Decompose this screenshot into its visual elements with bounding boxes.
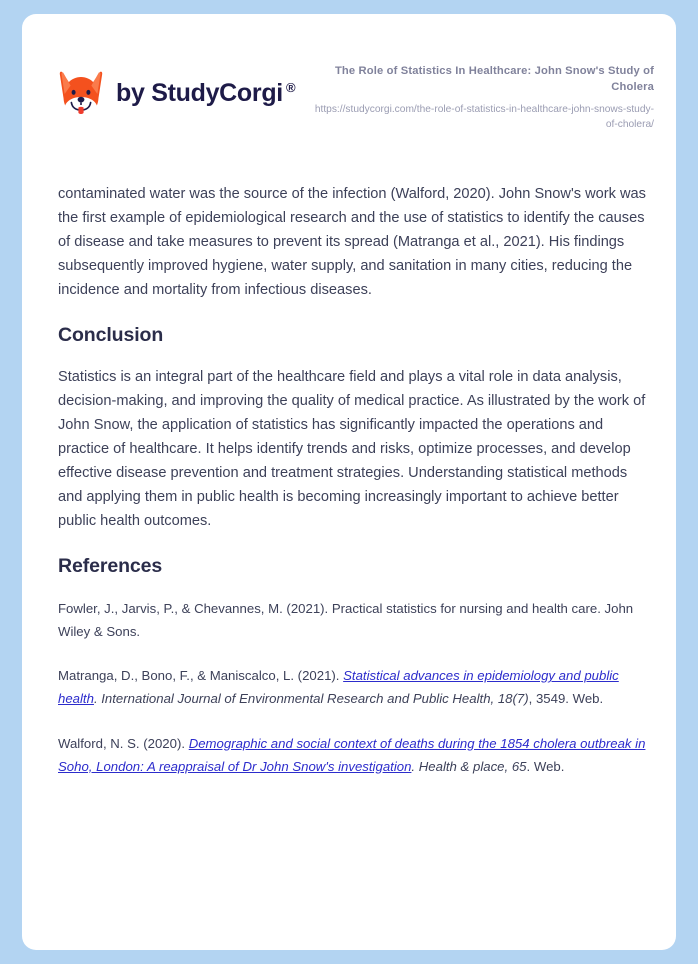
brand-wordmark [116, 79, 295, 108]
reference-suffix: , 3549. Web. [528, 691, 604, 707]
reference-suffix: . Web. [526, 758, 565, 774]
conclusion-paragraph: Statistics is an integral part of the healthcare field and plays a vital role in data analysis, decision-making, and improving the quality of medical practice. As illustrated by the work of John Snow, the application of statistics has significantly impacted the operations and practice of healthcare. It helps identify trends and risks, optimize processes, and develop effective disease prevention and treatment strategies. Understanding statistical methods and applying them in public health is becoming increasingly important to achieve better public health outcomes. [58, 369, 646, 529]
document-url[interactable]: https://studycorgi.com/the-role-of-statistics-in-healthcare-john-snows-study-of-cholera/ [314, 103, 654, 130]
intro-paragraph: contaminated water was the source of the infection (Walford, 2020). John Snow's work was the first example of epidemiological research and the use of statistics to identify the causes of disease and take measures to prevent its spread (Matranga et al., 2021). His findings subsequently improved hygiene, water supply, and sanitation in many cities, reducing the incidence and mortality from infectious diseases. [58, 186, 646, 298]
reference-item-matranga [58, 665, 654, 710]
document-content [58, 182, 654, 800]
reference-prefix: Fowler, J., Jarvis, P., & Chevannes, M. (2021). Practical statistics for nursing and health care. John Wiley & Sons. [58, 601, 634, 639]
studycorgi-brand[interactable] [58, 68, 295, 118]
reference-source: . Health & place, 65 [411, 758, 527, 774]
reference-link[interactable]: Demographic and social context of deaths during the 1854 cholera outbreak in Soho, London: A reappraisal of Dr John Snow's investigation [58, 735, 646, 774]
header-document-meta [314, 62, 654, 132]
registered-trademark-icon: ® [285, 79, 296, 95]
brand-name-text: by StudyCorgi [116, 78, 283, 107]
corgi-head-icon [58, 68, 104, 118]
document-header [22, 14, 676, 146]
document-title: The Role of Statistics In Healthcare: John Snow's Study of Cholera [334, 65, 654, 93]
reference-prefix: Matranga, D., Bono, F., & Maniscalco, L. (2021). [58, 668, 344, 684]
document-page-card [22, 14, 676, 950]
reference-link[interactable]: Statistical advances in epidemiology and public health [58, 668, 619, 707]
reference-item-walford [58, 733, 654, 778]
reference-prefix: Walford, N. S. (2020). [58, 735, 189, 751]
reference-source: . International Journal of Environmental Research and Public Health, 18(7) [93, 691, 529, 707]
references-list [58, 598, 654, 778]
reference-item-fowler [58, 598, 654, 643]
references-heading: References [58, 555, 163, 577]
conclusion-heading: Conclusion [58, 324, 164, 346]
